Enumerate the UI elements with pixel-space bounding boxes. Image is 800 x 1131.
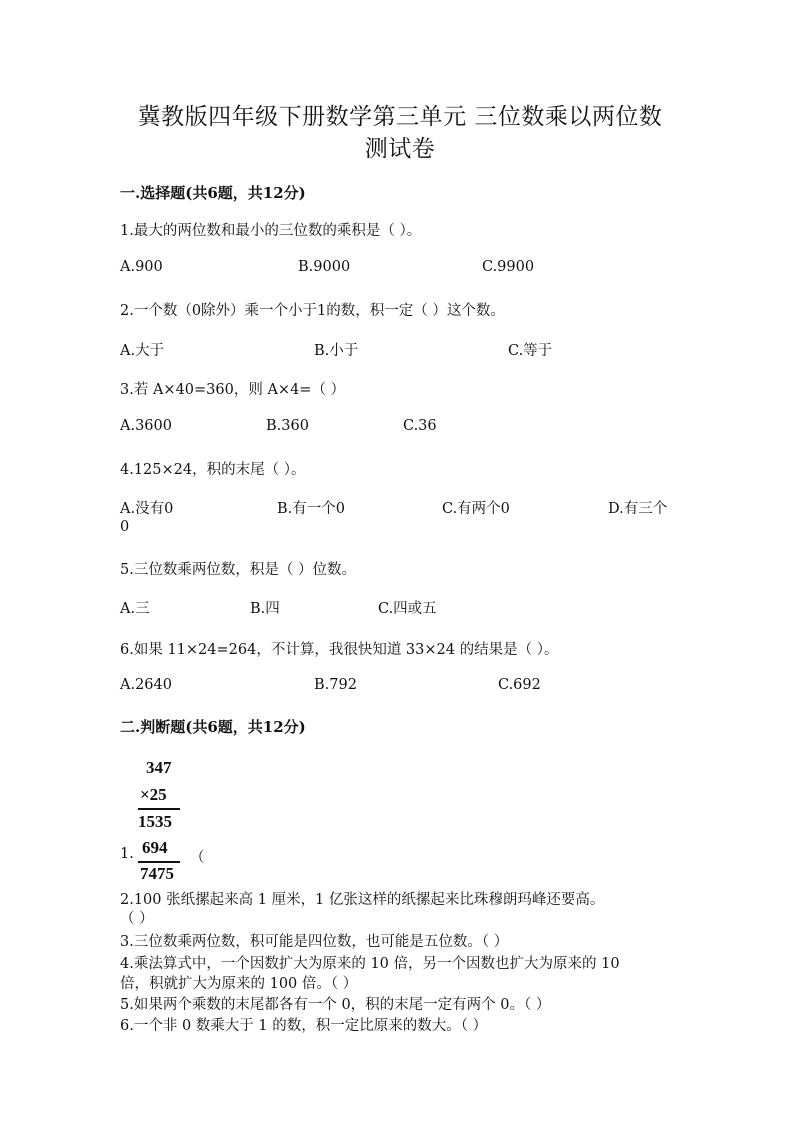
- tf-q1-number: 1.: [120, 846, 134, 862]
- q5-option-b: B.四: [250, 601, 280, 617]
- q3-option-b: B.360: [266, 418, 309, 434]
- calc-partial-2: 694: [142, 838, 168, 857]
- calc-result: 7475: [140, 864, 174, 883]
- q1-option-a: A.900: [120, 259, 163, 275]
- question-1: 1.最大的两位数和最小的三位数的乘积是（ ）。: [120, 223, 422, 239]
- q2-option-a: A.大于: [120, 343, 165, 359]
- calc-line-1: [138, 808, 180, 810]
- calc-line-2: [138, 861, 180, 863]
- q1-option-b: B.9000: [298, 259, 351, 275]
- q1-option-c: C.9900: [482, 259, 535, 275]
- tf-question-4-cont: 倍，积就扩大为原来的 100 倍。（ ）: [120, 976, 358, 992]
- section1-heading: 一.选择题(共6题，共12分): [120, 184, 306, 202]
- q4-option-c: C.有两个0: [442, 501, 510, 517]
- q5-option-c: C.四或五: [378, 601, 437, 617]
- tf-question-5: 5.如果两个乘数的末尾都各有一个 0，积的末尾一定有两个 0。（ ）: [120, 997, 551, 1013]
- q6-option-b: B.792: [314, 677, 357, 693]
- calc-top-number: 347: [146, 758, 172, 777]
- calc-multiplier: ×25: [140, 785, 167, 804]
- q5-option-a: A.三: [120, 601, 150, 617]
- page-title-line1: 冀教版四年级下册数学第三单元 三位数乘以两位数: [137, 104, 663, 130]
- tf-question-6: 6.一个非 0 数乘大于 1 的数，积一定比原来的数大。（ ）: [120, 1018, 488, 1034]
- question-4: 4.125×24，积的末尾（ ）。: [120, 462, 306, 478]
- q6-option-c: C.692: [498, 677, 541, 693]
- tf-question-4: 4.乘法算式中，一个因数扩大为原来的 10 倍，另一个因数也扩大为原来的 10: [120, 956, 620, 972]
- q4-option-b: B.有一个0: [277, 501, 345, 517]
- q4-option-a: A.没有0: [120, 501, 174, 517]
- q3-option-a: A.3600: [120, 418, 172, 434]
- tf-question-2-blank: （ ）: [120, 911, 154, 927]
- page-title-line2: 测试卷: [364, 136, 436, 162]
- question-5: 5.三位数乘两位数，积是（ ）位数。: [120, 562, 356, 578]
- q4-option-d: D.有三个: [608, 501, 668, 517]
- q4-option-d-wrap: 0: [120, 519, 130, 535]
- tf-question-3: 3.三位数乘两位数，积可能是四位数，也可能是五位数。（ ）: [120, 934, 509, 950]
- q3-option-c: C.36: [403, 418, 437, 434]
- q6-option-a: A.2640: [120, 677, 172, 693]
- question-2: 2.一个数（0除外）乘一个小于1的数，积一定（ ）这个数。: [120, 303, 505, 319]
- q2-option-c: C.等于: [508, 343, 553, 359]
- question-3: 3.若 A×40=360，则 A×4=（ ）: [120, 382, 346, 398]
- tf-q1-paren: （: [190, 850, 205, 866]
- question-6: 6.如果 11×24=264，不计算，我很快知道 33×24 的结果是（ ）。: [120, 642, 559, 658]
- q2-option-b: B.小于: [314, 343, 359, 359]
- section2-heading: 二.判断题(共6题，共12分): [120, 718, 306, 736]
- tf-question-2: 2.100 张纸摞起来高 1 厘米，1 亿张这样的纸摞起来比珠穆朗玛峰还要高。: [120, 892, 605, 908]
- calc-partial-1: 1535: [138, 812, 172, 831]
